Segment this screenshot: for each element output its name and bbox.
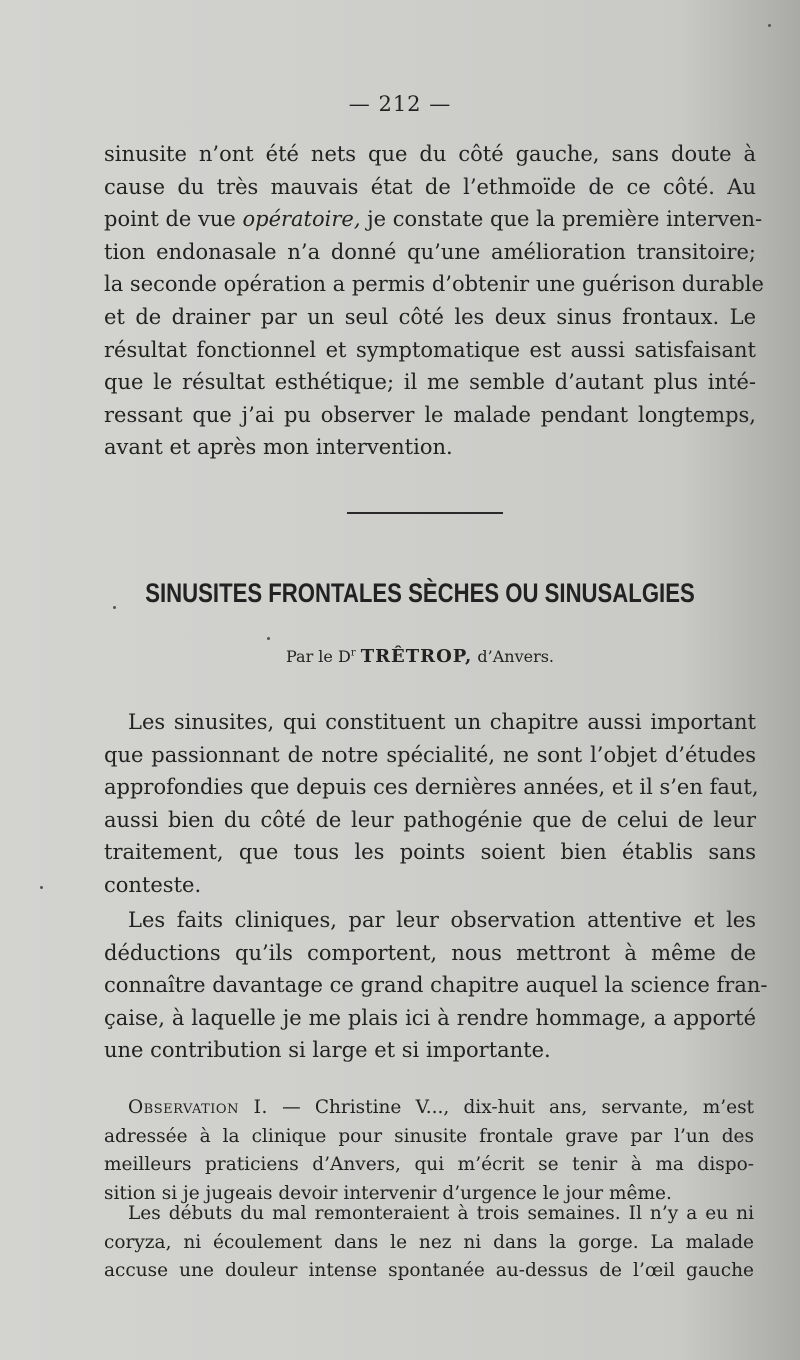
text-line: traitement, que tous les points soient bien établis sans bbox=[104, 840, 756, 865]
text-line: çaise, à laquelle je me plais ici à rendre hommage, a apporté bbox=[104, 1005, 756, 1030]
text-line: coryza, ni écoulement dans le nez ni dans la gorge. La malade bbox=[104, 1231, 754, 1253]
intro-paragraph-1 bbox=[104, 706, 759, 902]
text-line: point de vue opératoire, je constate que la première interven- bbox=[104, 207, 763, 232]
print-speck bbox=[768, 24, 771, 27]
text-line: connaître davantage ce grand chapitre auquel la science fran- bbox=[104, 973, 768, 998]
text-line: sinusite n’ont été nets que du côté gauche, sans doute à bbox=[104, 142, 756, 166]
text-line: Les débuts du mal remonteraient à trois semaines. Il n’y a eu ni bbox=[128, 1203, 754, 1224]
text-line: que le résultat esthétique; il me semble d’autant plus inté- bbox=[104, 370, 756, 395]
text-line: avant et après mon intervention. bbox=[104, 435, 453, 460]
observation-first-line bbox=[104, 1094, 754, 1123]
observation-first-line-text: — Christine V..., dix-huit ans, servante, m’est bbox=[282, 1097, 754, 1118]
text-line: que passionnant de notre spécialité, ne sont l’objet d’études bbox=[104, 742, 756, 767]
byline-superscript: r bbox=[350, 647, 356, 659]
author-byline bbox=[0, 646, 800, 667]
text-line: aussi bien du côté de leur pathogénie que de celui de leur bbox=[104, 807, 756, 832]
text-line: Les faits cliniques, par leur observation attentive et les bbox=[128, 908, 756, 932]
observation-continued-paragraph bbox=[104, 1200, 754, 1286]
text-line: meilleurs praticiens d’Anvers, qui m’écrit se tenir à ma dispo- bbox=[104, 1154, 754, 1175]
text-line: sition si je jugeais devoir intervenir d’urgence le jour même. bbox=[104, 1182, 672, 1204]
print-speck bbox=[267, 637, 270, 640]
text-line: adressée à la clinique pour sinusite frontale grave par l’un des bbox=[104, 1125, 754, 1147]
text-line: approfondies que depuis ces dernières années, et il s’en faut, bbox=[104, 775, 759, 800]
text-line: cause du très mauvais état de l’ethmoïde de ce côté. Au bbox=[104, 174, 756, 199]
observation-paragraph bbox=[104, 1094, 754, 1208]
text-line: une contribution si large et si importante. bbox=[104, 1038, 551, 1063]
print-speck bbox=[40, 886, 43, 889]
byline-prefix: Par le D bbox=[285, 647, 351, 666]
author-name: TRÊTROP, bbox=[360, 646, 473, 667]
continuation-paragraph bbox=[104, 138, 764, 464]
section-divider-rule bbox=[347, 512, 503, 514]
text-line: conteste. bbox=[104, 872, 202, 897]
section-title: SINUSITES FRONTALES SÈCHES OU SINUSALGIES bbox=[145, 578, 695, 608]
text-line: accuse une douleur intense spontanée au-dessus de l’œil gauche bbox=[104, 1260, 754, 1281]
text-line: et de drainer par un seul côté les deux sinus frontaux. Le bbox=[104, 304, 756, 329]
intro-paragraph-2 bbox=[104, 904, 768, 1067]
byline-suffix: d’Anvers. bbox=[477, 647, 555, 666]
text-line: ressant que j’ai pu observer le malade pendant longtemps, bbox=[104, 402, 756, 427]
text-line: la seconde opération a permis d’obtenir une guérison durable bbox=[104, 272, 764, 297]
emphasized-word: opératoire, bbox=[242, 207, 361, 232]
text-line: résultat fonctionnel et symptomatique est aussi satisfaisant bbox=[104, 337, 756, 362]
text-line: Les sinusites, qui constituent un chapitre aussi important bbox=[128, 710, 756, 734]
text-line: tion endonasale n’a donné qu’une amélioration transitoire; bbox=[104, 239, 756, 264]
page-number: — 212 — bbox=[348, 92, 452, 116]
text-line: déductions qu’ils comportent, nous mettront à même de bbox=[104, 940, 756, 965]
observation-heading: Observation I. bbox=[128, 1097, 268, 1118]
print-speck bbox=[113, 606, 116, 609]
